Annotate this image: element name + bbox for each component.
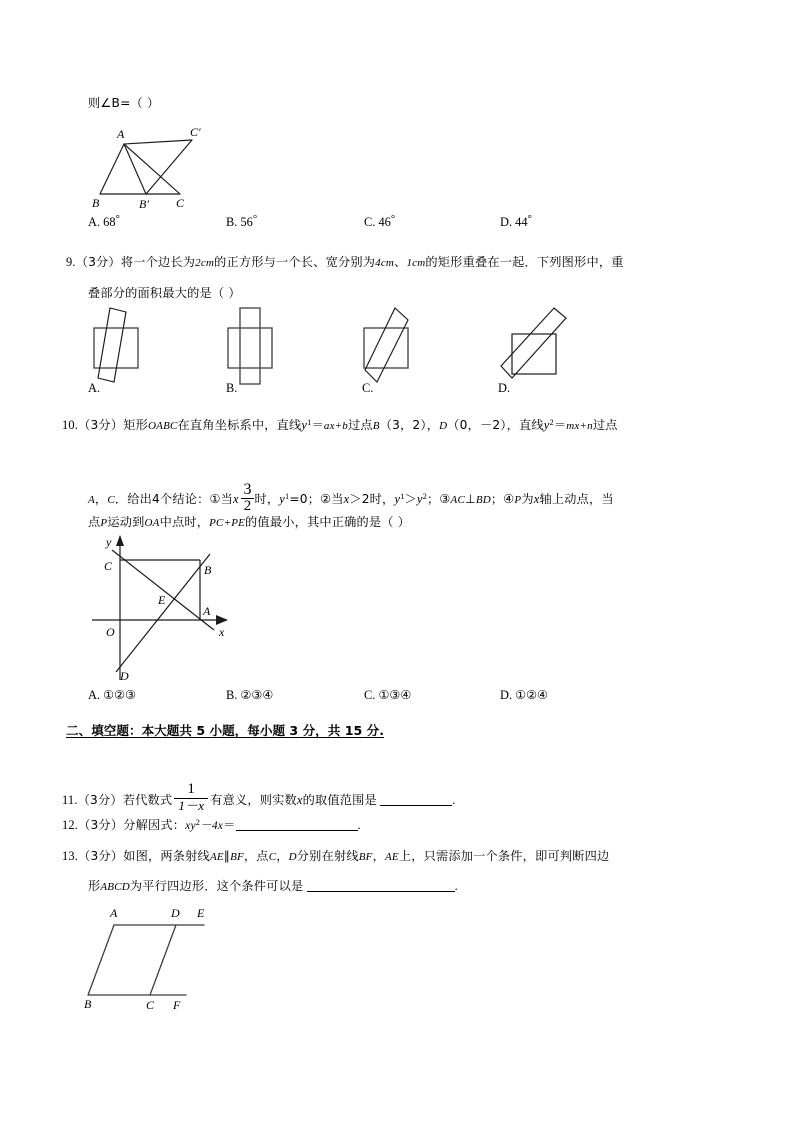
q9-option-B-key[interactable]: B.	[226, 381, 238, 395]
q9-figure-B	[228, 306, 338, 386]
q10-line2	[88, 482, 614, 514]
q10-option-D-key: D.	[500, 688, 513, 702]
q10-l1a: 矩形	[123, 417, 148, 432]
q13-line2	[88, 876, 458, 897]
q10-figure-coordinate	[92, 532, 252, 682]
q11-text-c: 的取值范围是	[302, 793, 377, 808]
q13-label-F: F	[173, 998, 181, 1012]
q10-frac-denominator: 2	[241, 498, 255, 514]
q13-l1a: 如图，两条射线	[123, 849, 210, 863]
q8-label-Cprime: C′	[190, 125, 201, 139]
q13-ray-BF2: BF	[358, 851, 373, 863]
q9-line1	[66, 252, 624, 273]
q10-l3d: 的值最小，其中正确的是（ ）	[245, 515, 411, 529]
q10-point-C: C	[107, 494, 115, 507]
q11-line	[62, 782, 456, 812]
q10-option-A[interactable]	[88, 688, 136, 703]
q8-option-D-value: 44	[515, 214, 528, 229]
q10-fraction-3-2	[241, 482, 255, 514]
q12-expression: $xy^2-4x$	[185, 818, 224, 832]
q10-label-E: E	[158, 593, 166, 607]
q8-option-A[interactable]	[88, 213, 120, 230]
q8-option-A-value: 68	[103, 214, 116, 229]
q9-line2: 叠部分的面积最大的是（ ）	[88, 286, 241, 300]
q10-var-x1: x	[233, 492, 239, 507]
q10-l1f: ，直线	[506, 417, 544, 432]
q10-l1d: 过点	[348, 417, 373, 432]
q9-dim-square: 2cm	[195, 257, 215, 269]
q8-label-C: C	[176, 196, 185, 210]
q8-option-A-key: A.	[88, 214, 101, 229]
q8-option-B-value: 56	[240, 214, 253, 229]
q10-option-A-key: A.	[88, 688, 101, 702]
q8-option-D[interactable]	[500, 213, 532, 230]
q10-point-P: P	[514, 494, 522, 507]
q8-option-B[interactable]	[226, 213, 257, 230]
q10-option-D[interactable]	[500, 688, 548, 703]
q10-l2h: 轴上动点，当	[539, 492, 614, 507]
q13-figure-parallelogram	[84, 903, 284, 1033]
q10-option-C[interactable]	[364, 688, 411, 703]
q13-point-C: C	[268, 851, 277, 863]
q10-seg-AC: AC	[450, 494, 465, 507]
q8-label-A: A	[117, 127, 125, 141]
q13-label-A: A	[110, 906, 118, 920]
q13-ray-AE2: AE	[384, 851, 399, 863]
q10-number: 10.	[62, 417, 79, 432]
q10-option-A-value: ①②③	[103, 688, 136, 702]
q10-line3	[88, 512, 410, 533]
q10-gt: ＞	[404, 492, 417, 507]
q10-point-B: B	[372, 419, 380, 432]
q8-option-C-key: C.	[364, 214, 376, 229]
q8-figure-triangle-rotation	[84, 122, 224, 210]
q9-line1-a: 将一个边长为	[120, 255, 196, 269]
q13-l1e: ，	[372, 849, 385, 863]
q10-coord-D: （0，－2）	[447, 417, 507, 432]
section-2-heading: 二、填空题：本大题共 5 小题，每小题 3 分，共 15 分.	[66, 723, 385, 738]
q13-parallel-symbol: ∥	[223, 849, 231, 863]
q10-l1h: 过点	[592, 417, 618, 432]
q11-text-b: 有意义，则实数	[210, 793, 297, 808]
q10-option-C-value: ①③④	[378, 688, 412, 702]
q9-option-A-key[interactable]: A.	[88, 381, 101, 395]
q8-option-C-value: 46	[378, 214, 391, 229]
q10-l1g: ＝	[553, 417, 567, 432]
q10-l3c: 中点时，	[159, 515, 210, 529]
q10-expr-ax-b: ax+b	[323, 419, 348, 432]
q8-stem: 则∠B=（ ）	[88, 96, 160, 110]
q13-label-C: C	[146, 998, 155, 1012]
q9-line1-c: 的正方形与一个长、宽分别为	[214, 255, 376, 269]
q13-label-B: B	[84, 997, 92, 1011]
q8-option-D-key: D.	[500, 214, 513, 229]
q13-l1b: ，点	[243, 849, 269, 863]
q10-point-A: A	[88, 494, 95, 507]
q8-option-C[interactable]	[364, 213, 395, 230]
q10-perp: ⊥	[465, 492, 476, 507]
q12-text-a: 分解因式：	[123, 817, 186, 832]
q10-y1-b: $y^1$	[279, 492, 290, 507]
q10-line1	[62, 413, 618, 436]
q9-dim-width: 1cm	[406, 257, 426, 269]
q13-line1	[62, 846, 609, 867]
q8-option-D-unit: °	[527, 213, 532, 225]
q10-l1b: 在直角坐标系中，直线	[177, 417, 302, 432]
q10-score: （3分）	[78, 417, 124, 432]
q10-seg-OA: OA	[144, 517, 160, 529]
q11-text-a: 若代数式	[122, 793, 173, 808]
q13-label-E: E	[197, 906, 205, 920]
q10-l1e: ，	[426, 417, 440, 432]
q13-point-D: D	[288, 851, 297, 863]
q13-l2b: 为平行四边形．这个条件可以是	[129, 879, 304, 893]
q10-expr-mx-n: mx+n	[566, 419, 593, 432]
q13-period: .	[454, 879, 458, 893]
q8-label-B: B	[92, 196, 100, 210]
q10-l2b: 时，	[254, 492, 280, 507]
q10-label-D: D	[120, 669, 129, 683]
q10-seg-BD: BD	[475, 494, 491, 507]
q11-var-x: x	[296, 793, 303, 808]
q9-figure-D	[498, 306, 608, 386]
q11-frac-denominator: 1－x	[174, 798, 208, 813]
q10-coord-B: （3，2）	[379, 417, 427, 432]
q10-label-B: B	[204, 563, 212, 577]
q13-ray-BF: BF	[230, 851, 244, 863]
q10-point-D: D	[439, 419, 448, 432]
q8-option-B-key: B.	[226, 214, 238, 229]
q11-number: 11.	[62, 793, 78, 808]
q10-y2-c: $y^2$	[416, 492, 428, 507]
q10-label-O: O	[106, 625, 115, 639]
q10-expr-PC-PE: PC+PE	[209, 517, 246, 529]
q12-score: （3分）	[78, 817, 124, 832]
q13-label-D: D	[171, 906, 180, 920]
q9-figure-C	[364, 306, 474, 386]
q9-number: 9.	[66, 255, 76, 269]
q10-l3a: 点	[88, 515, 101, 529]
q8-option-A-unit: °	[115, 213, 120, 225]
q10-option-C-key: C.	[364, 688, 376, 702]
q10-y1-c: $y^1$	[394, 492, 405, 507]
q12-eq: ＝	[223, 817, 236, 832]
q10-rect-name: OABC	[148, 419, 178, 432]
q9-line1-g: 的矩形重叠在一起．下列图形中，重	[425, 255, 624, 269]
q10-label-C: C	[104, 559, 113, 573]
q10-label-y: y	[106, 535, 112, 549]
q12-number: 12.	[62, 817, 79, 832]
q12-period: .	[357, 817, 361, 832]
q10-option-B-value: ②③④	[240, 688, 274, 702]
q8-option-C-unit: °	[390, 213, 396, 225]
q11-frac-numerator: 1	[187, 781, 196, 797]
q13-answer-blank[interactable]	[307, 891, 455, 892]
q13-l2a: 形	[88, 879, 101, 893]
q10-l2g: 为	[521, 492, 534, 507]
q9-line1-e: 、	[394, 255, 407, 269]
q10-l2e: ；③	[427, 492, 451, 507]
q13-l1d: 分别在射线	[296, 849, 359, 863]
q9-figure-A	[92, 306, 202, 386]
q10-l2sep: ，	[94, 492, 108, 507]
q10-l2d: ＞2时，	[349, 492, 395, 507]
q10-option-B[interactable]	[226, 688, 273, 703]
q10-var-x3: x	[533, 492, 540, 507]
q13-quad-ABCD: ABCD	[100, 881, 130, 893]
q10-point-P2: P	[100, 517, 108, 529]
q13-l1f: 上，只需添加一个条件，即可判断四边	[398, 849, 610, 863]
q13-number: 13.	[62, 849, 79, 863]
q8-option-B-unit: °	[252, 213, 258, 225]
q13-ray-AE: AE	[209, 851, 224, 863]
q10-label-x: x	[219, 625, 225, 639]
q10-var-x2: x	[343, 492, 350, 507]
q11-period: .	[452, 793, 456, 808]
q9-dim-length: 4cm	[375, 257, 395, 269]
q13-score: （3分）	[78, 849, 124, 863]
q10-y2: $y^2$	[543, 417, 554, 432]
q13-l1c: ，	[276, 849, 289, 863]
q9-score: （3分）	[75, 255, 121, 269]
q10-l2c: =0；②当	[289, 492, 344, 507]
q12-answer-blank[interactable]	[236, 830, 358, 831]
q10-frac-numerator: 3	[243, 481, 252, 498]
q11-fraction	[174, 782, 208, 812]
q8-label-Bprime: B′	[139, 197, 149, 211]
q11-answer-blank[interactable]	[380, 805, 452, 806]
q11-score: （3分）	[77, 793, 123, 808]
q10-option-B-key: B.	[226, 688, 238, 702]
q12-line	[62, 813, 361, 836]
q10-l2f: ；④	[490, 492, 515, 507]
q9-option-D-key[interactable]: D.	[498, 381, 511, 395]
q10-y1: $y^1$	[301, 417, 312, 432]
q10-option-D-value: ①②④	[515, 688, 548, 702]
q10-label-A: A	[203, 604, 211, 618]
q10-l1c: ＝	[311, 417, 324, 432]
q10-l3b: 运动到	[107, 515, 145, 529]
q9-option-C-key[interactable]: C.	[362, 381, 374, 395]
q10-l2a: ．给出4个结论：①当	[114, 492, 234, 507]
